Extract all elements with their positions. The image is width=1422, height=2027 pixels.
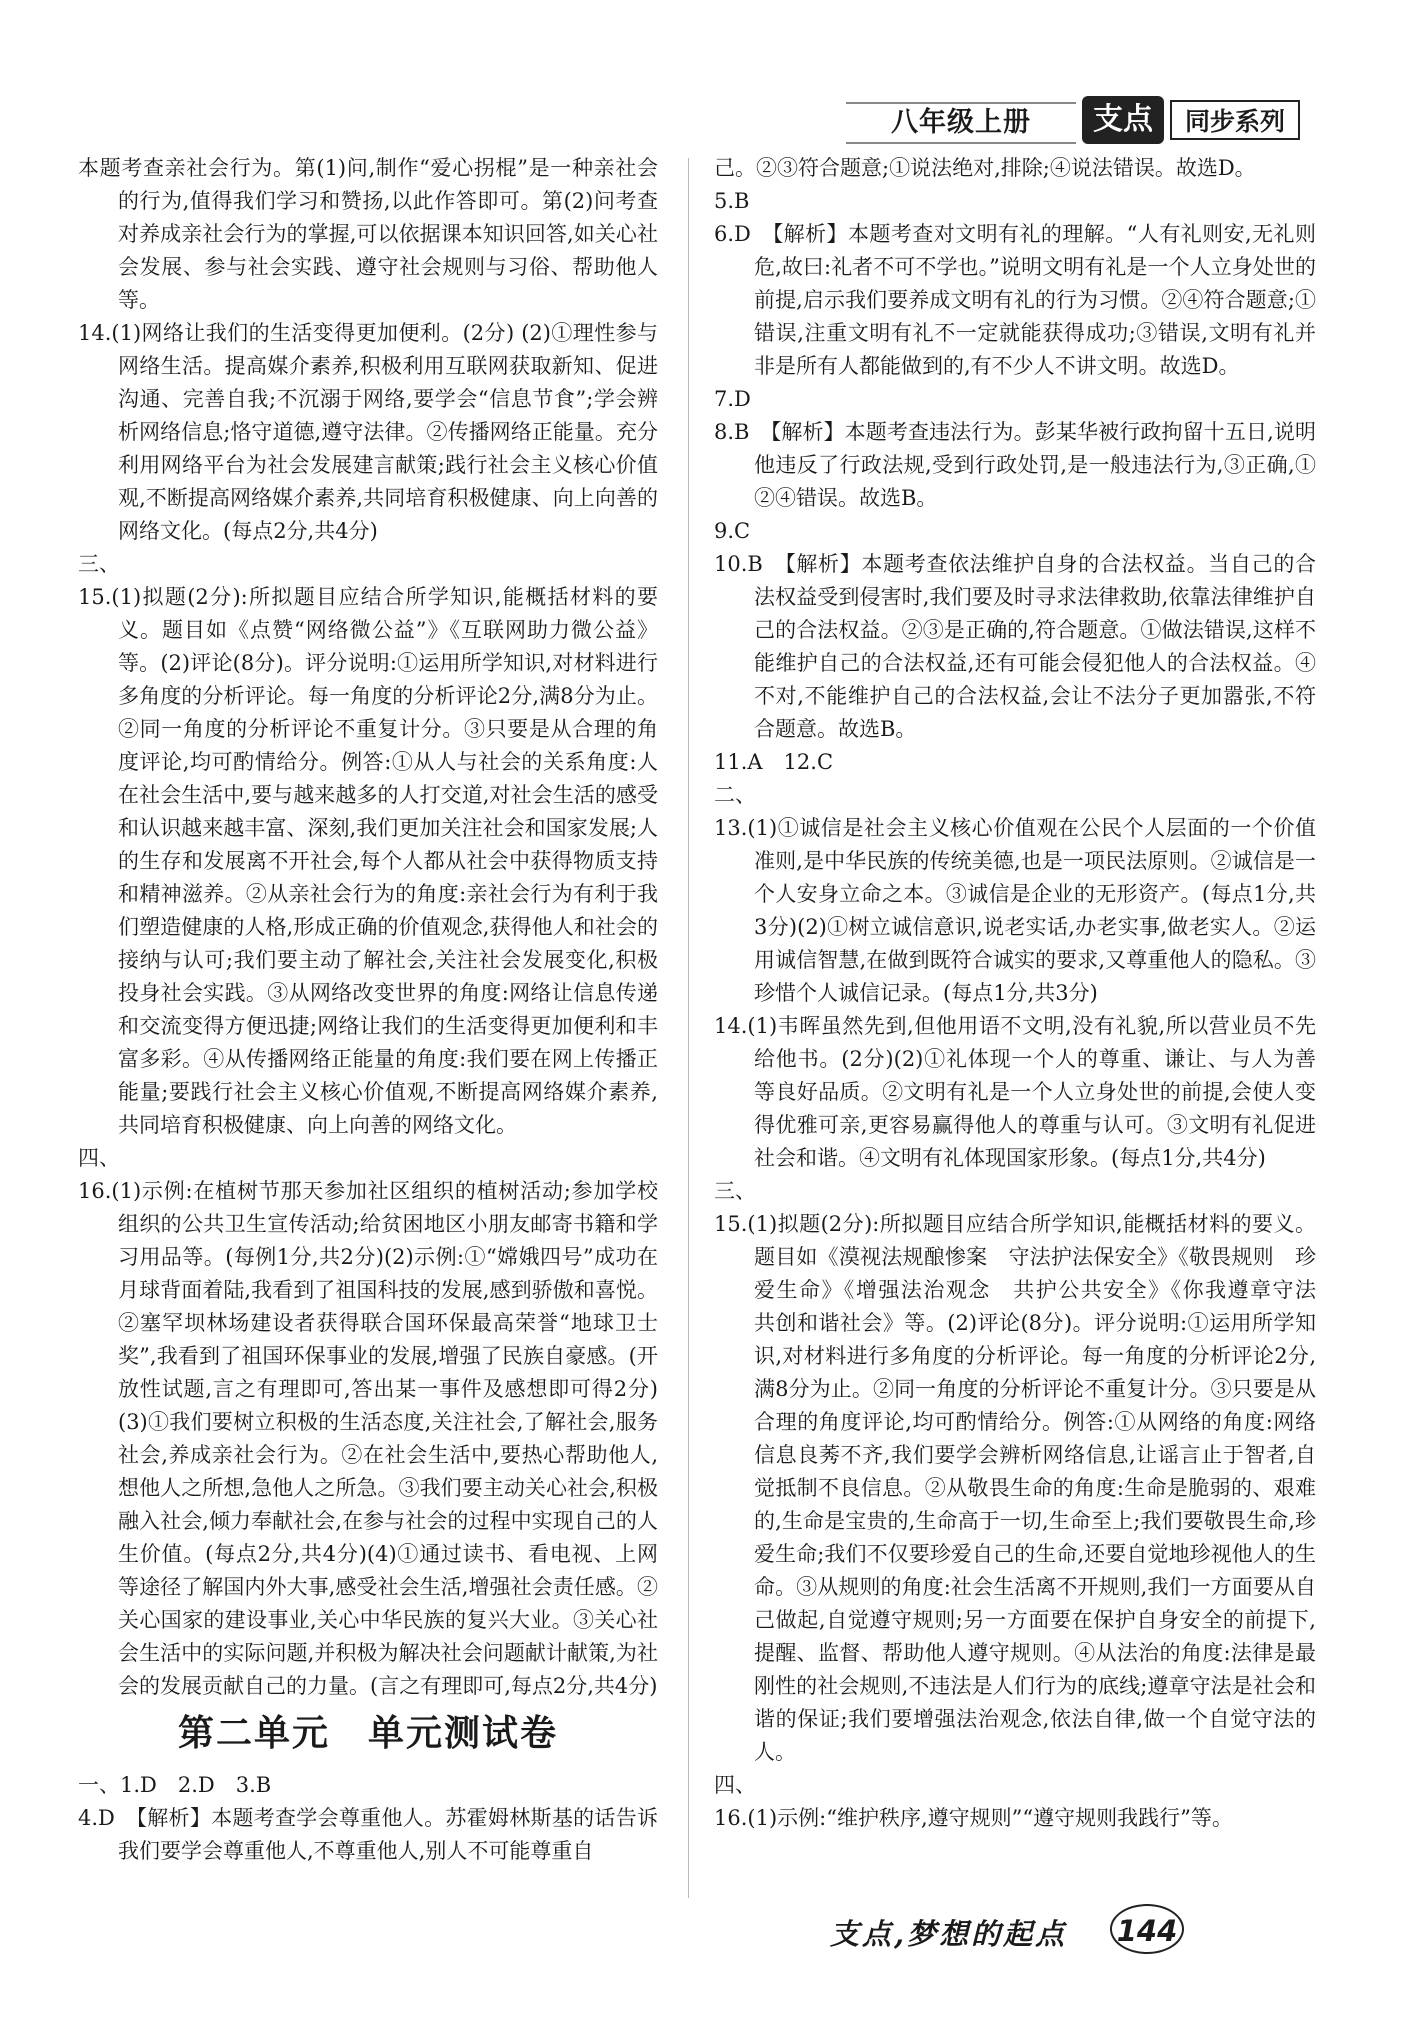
answer-paragraph: 7.D bbox=[714, 387, 751, 411]
answer-paragraph: 13.(1)①诚信是社会主义核心价值观在公民个人层面的一个价值准则,是中华民族的传统美德,也是一项民法原则。②诚信是一个人安身立命之本。③诚信是企业的无形资产。(每点1分,共3分)(2)①树立诚信意识,说老实话,办老实事,做老实人。②运用诚信智慧,在做到既符合诚实的要求,又尊重他人的隐私。③珍惜个人诚信记录。(每点1分,共3分) bbox=[714, 816, 1316, 1005]
answer-paragraph: 14.(1)韦晖虽然先到,但他用语不文明,没有礼貌,所以营业员不先给他书。(2分)(2)①礼体现一个人的尊重、谦让、与人为善等良好品质。②文明有礼是一个人立身处世的前提,会使人变得优雅可亲,更容易赢得他人的尊重与认可。③文明有礼促进社会和谐。④文明有礼体现国家形象。(每点1分,共4分) bbox=[714, 1014, 1316, 1170]
section-number: 三、 bbox=[78, 552, 120, 576]
series-label: 同步系列 bbox=[1170, 100, 1300, 140]
answer-paragraph: 一、1.D 2.D 3.B bbox=[78, 1773, 272, 1797]
answer-paragraph: 本题考查亲社会行为。第(1)问,制作“爱心拐棍”是一种亲社会的行为,值得我们学习和赞扬,以此作答即可。第(2)问考查对养成亲社会行为的掌握,可以依据课本知识回答,如关心社会发展、参与社会实践、遵守社会规则与习俗、帮助他人等。 bbox=[78, 156, 658, 312]
page-footer bbox=[820, 1900, 1320, 1960]
answer-paragraph: 16.(1)示例:“维护秩序,遵守规则”“遵守规则我践行”等。 bbox=[714, 1806, 1233, 1830]
page-number: 144 bbox=[1110, 1904, 1184, 1954]
section-number: 四、 bbox=[78, 1146, 120, 1170]
footer-slogan: 支点,梦想的起点 bbox=[830, 1917, 1068, 1951]
answer-paragraph: 10.B 【解析】本题考查依法维护自身的合法权益。当自己的合法权益受到侵害时,我们要及时寻求法律救助,依靠法律维护自己的合法权益。②③是正确的,符合题意。①做法错误,这样不能维护自己的合法权益,还有可能会侵犯他人的合法权益。④不对,不能维护自己的合法权益,会让不法分子更加嚣张,不符合题意。故选B。 bbox=[714, 552, 1316, 741]
brand-logo: 支点 bbox=[1082, 96, 1164, 144]
answer-paragraph: 11.A 12.C bbox=[714, 750, 834, 774]
answer-paragraph: 14.(1)网络让我们的生活变得更加便利。(2分) (2)①理性参与网络生活。提高媒介素养,积极利用互联网获取新知、促进沟通、完善自我;不沉溺于网络,要学会“信息节食”;学会辨析网络信息;恪守道德,遵守法律。②传播网络正能量。充分利用网络平台为社会发展建言献策;践行社会主义核心价值观,不断提高网络媒介素养,共同培育积极健康、向上向善的网络文化。(每点2分,共4分) bbox=[78, 321, 658, 543]
answer-paragraph: 15.(1)拟题(2分):所拟题目应结合所学知识,能概括材料的要义。题目如《点赞“网络微公益”》《互联网助力微公益》等。(2)评论(8分)。评分说明:①运用所学知识,对材料进行多角度的分析评论。每一角度的分析评论2分,满8分为止。②同一角度的分析评论不重复计分。③只要是从合理的角度评论,均可酌情给分。例答:①从人与社会的关系角度:人在社会生活中,要与越来越多的人打交道,对社会生活的感受和认识越来越丰富、深刻,我们更加关注社会和国家发展;人的生存和发展离不开社会,每个人都从社会中获得物质支持和精神滋养。②从亲社会行为的角度:亲社会行为有利于我们塑造健康的人格,形成正确的价值观念,获得他人和社会的接纳与认可;我们要主动了解社会,关注社会发展变化,积极投身社会实践。③从网络改变世界的角度:网络让信息传递和交流变得方便迅捷;网络让我们的生活变得更加便利和丰富多彩。④从传播网络正能量的角度:我们要在网上传播正能量;要践行社会主义核心价值观,不断提高网络媒介素养,共同培育积极健康、向上向善的网络文化。 bbox=[78, 585, 658, 1137]
section-number: 二、 bbox=[714, 783, 756, 807]
answer-paragraph: 9.C bbox=[714, 519, 751, 543]
left-column bbox=[78, 152, 658, 1868]
column-divider bbox=[688, 158, 689, 1898]
section-number: 三、 bbox=[714, 1179, 756, 1203]
section-number: 四、 bbox=[714, 1773, 756, 1797]
answer-paragraph: 6.D 【解析】本题考查对文明有礼的理解。“人有礼则安,无礼则危,故曰:礼者不可不学也。”说明文明有礼是一个人立身处世的前提,启示我们要养成文明有礼的行为习惯。②④符合题意;①错误,注重文明有礼不一定就能获得成功;③错误,文明有礼并非是所有人都能做到的,有不少人不讲文明。故选D。 bbox=[714, 222, 1316, 378]
answer-paragraph: 8.B 【解析】本题考查违法行为。彭某华被行政拘留十五日,说明他违反了行政法规,受到行政处罚,是一般违法行为,③正确,①②④错误。故选B。 bbox=[714, 420, 1316, 510]
answer-paragraph: 15.(1)拟题(2分):所拟题目应结合所学知识,能概括材料的要义。题目如《漠视法规酿惨案 守法护法保安全》《敬畏规则 珍爱生命》《增强法治观念 共护公共安全》《你我遵章守法 共创和谐社会》等。(2)评论(8分)。评分说明:①运用所学知识,对材料进行多角度的分析评论。每一角度的分析评论2分,满8分为止。②同一角度的分析评论不重复计分。③只要是从合理的角度评论,均可酌情给分。例答:①从网络的角度:网络信息良莠不齐,我们要学会辨析网络信息,让谣言止于智者,自觉抵制不良信息。②从敬畏生命的角度:生命是脆弱的、艰难的,生命是宝贵的,生命高于一切,生命至上;我们要敬畏生命,珍爱生命;我们不仅要珍爱自己的生命,还要自觉地珍视他人的生命。③从规则的角度:社会生活离不开规则,我们一方面要从自己做起,自觉遵守规则;另一方面要在保护自身安全的前提下,提醒、监督、帮助他人遵守规则。④从法治的角度:法律是最刚性的社会规则,不违法是人们行为的底线;遵章守法是社会和谐的保证;我们要增强法治观念,依法自律,做一个自觉守法的人。 bbox=[714, 1212, 1337, 1764]
answer-paragraph: 16.(1)示例:在植树节那天参加社区组织的植树活动;参加学校组织的公共卫生宣传活动;给贫困地区小朋友邮寄书籍和学习用品等。(每例1分,共2分)(2)示例:①“嫦娥四号”成功在月球背面着陆,我看到了祖国科技的发展,感到骄傲和喜悦。②塞罕坝林场建设者获得联合国环保最高荣誉“地球卫士奖”,我看到了祖国环保事业的发展,增强了民族自豪感。(开放性试题,言之有理即可,答出某一事件及感想即可得2分)(3)①我们要树立积极的生活态度,关注社会,了解社会,服务社会,养成亲社会行为。②在社会生活中,要热心帮助他人,想他人之所想,急他人之所急。③我们要主动关心社会,积极融入社会,倾力奉献社会,在参与社会的过程中实现自己的人生价值。(每点2分,共4分)(4)①通过读书、看电视、上网等途径了解国内外大事,感受社会生活,增强社会责任感。②关心国家的建设事业,关心中华民族的复兴大业。③关心社会生活中的实际问题,并积极为解决社会问题献计献策,为社会的发展贡献自己的力量。(言之有理即可,每点2分,共4分) bbox=[78, 1179, 658, 1698]
answer-paragraph: 5.B bbox=[714, 189, 750, 213]
unit-test-title: 第二单元 单元测试卷 bbox=[177, 1713, 558, 1754]
answer-paragraph: 4.D 【解析】本题考查学会尊重他人。苏霍姆林斯基的话告诉我们要学会尊重他人,不尊重他人,别人不可能尊重自 bbox=[78, 1806, 658, 1863]
grade-label: 八年级上册 bbox=[846, 102, 1076, 144]
right-column bbox=[714, 152, 1337, 1835]
answer-paragraph: 己。②③符合题意;①说法绝对,排除;④说法错误。故选D。 bbox=[714, 156, 1256, 180]
page-header bbox=[800, 92, 1300, 150]
